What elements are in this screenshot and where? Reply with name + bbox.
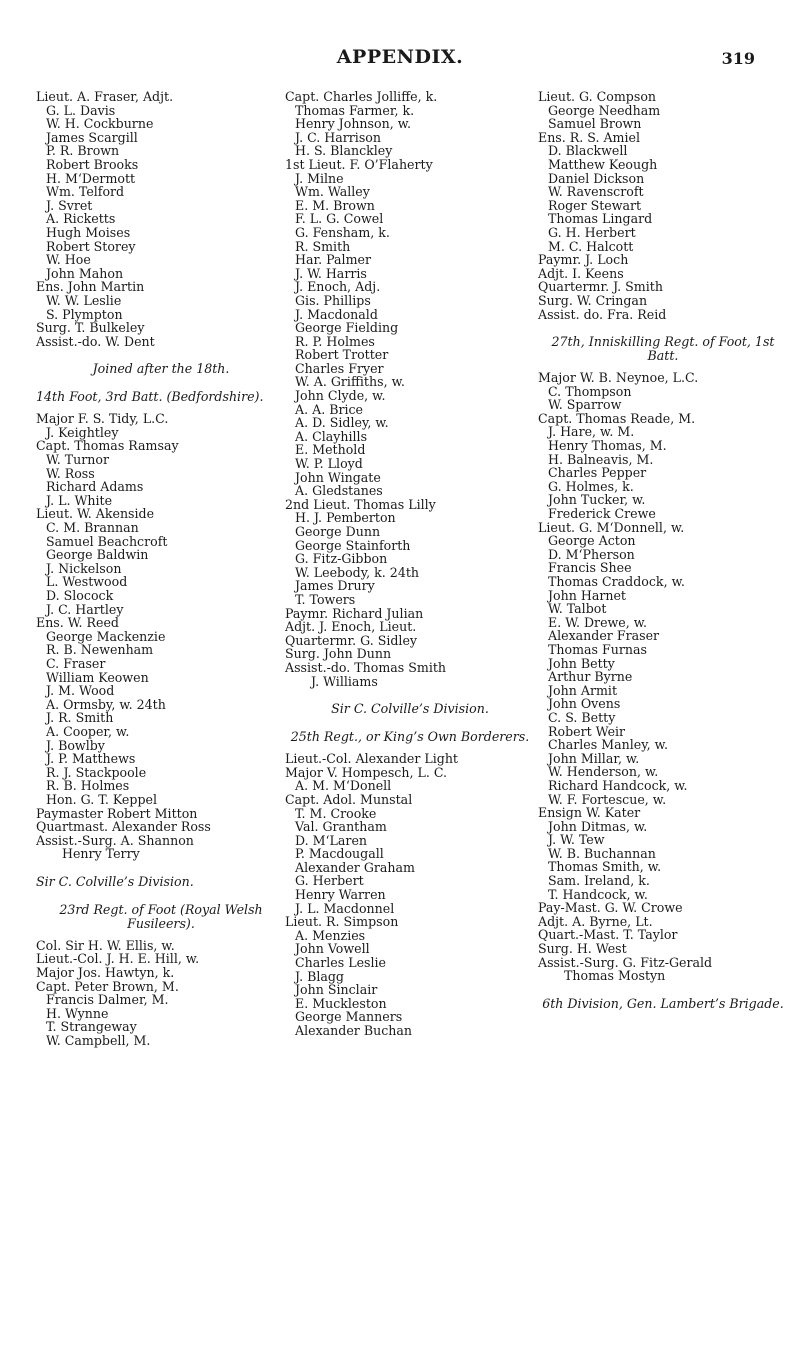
- name-entry: J. C. Hartley: [46, 601, 124, 617]
- rank-entry: Adjt. I. Keens: [538, 265, 624, 281]
- name-entry: J. Macdonald: [295, 306, 378, 322]
- name-entry: R. J. Stackpoole: [46, 764, 147, 780]
- name-entry: Thomas Lingard: [548, 211, 653, 227]
- rank-entry: Lieut. G. M‘Donnell, w.: [538, 519, 685, 535]
- name-entry: A. D. Sidley, w.: [295, 415, 389, 431]
- name-entry: A. M. M‘Donell: [295, 778, 392, 794]
- name-entry: James Drury: [295, 578, 375, 594]
- name-entry: A. Gledstanes: [295, 483, 383, 499]
- name-entry: Thomas Smith, w.: [548, 859, 662, 875]
- name-entry: C. Thompson: [548, 383, 632, 399]
- rank-entry: Capt. Peter Brown, M.: [36, 978, 179, 994]
- name-entry: A. Cooper, w.: [46, 723, 130, 739]
- name-entry: Henry Warren: [295, 887, 386, 903]
- name-entry: J. M. Wood: [46, 683, 115, 699]
- name-entry: Alexander Fraser: [548, 628, 660, 644]
- name-entry: Daniel Dickson: [548, 170, 645, 186]
- name-entry: John Ovens: [548, 696, 621, 712]
- name-entry: James Scargill: [46, 129, 138, 145]
- name-entry: W. H. Cockburne: [46, 116, 154, 132]
- name-entry: H. J. Pemberton: [295, 510, 396, 526]
- section-heading: Joined after the 18th.: [92, 361, 230, 377]
- column-2: [285, 90, 535, 1038]
- rank-entry: Surg. W. Cringan: [538, 292, 648, 308]
- name-entry: T. Handcock, w.: [548, 886, 648, 902]
- name-entry: John Armit: [548, 682, 618, 698]
- rank-entry: Pay-Mast. G. W. Crowe: [538, 900, 683, 916]
- rank-entry: Capt. Adol. Munstal: [285, 791, 413, 807]
- name-entry: A. Ormsby, w. 24th: [46, 696, 166, 712]
- name-entry: C. S. Betty: [548, 709, 616, 725]
- name-entry: J. W. Tew: [548, 832, 605, 848]
- rank-entry: Quart.-Mast. T. Taylor: [538, 927, 678, 943]
- name-entry: G. Holmes, k.: [548, 478, 634, 494]
- name-entry: J. Blagg: [295, 968, 344, 984]
- name-entry: Henry Terry: [62, 846, 140, 862]
- rank-entry: Assist.-do. Thomas Smith: [285, 659, 447, 675]
- rank-entry: Lieut. W. Akenside: [36, 506, 155, 522]
- running-header: [0, 46, 800, 76]
- name-entry: Hon. G. T. Keppel: [46, 791, 157, 807]
- name-entry: Charles Pepper: [548, 465, 647, 481]
- name-entry: W. Leebody, k. 24th: [295, 564, 420, 580]
- name-entry: J. Bowlby: [46, 737, 105, 753]
- name-entry: George Fielding: [295, 320, 399, 336]
- name-entry: A. Clayhills: [295, 428, 368, 444]
- name-entry: H. M‘Dermott: [46, 170, 136, 186]
- name-entry: Francis Shee: [548, 560, 632, 576]
- name-entry: P. R. Brown: [46, 143, 120, 159]
- name-entry: J. Nickelson: [46, 560, 122, 576]
- name-entry: C. Fraser: [46, 655, 106, 671]
- name-entry: Thomas Farmer, k.: [295, 102, 415, 118]
- name-entry: F. L. G. Cowel: [295, 211, 384, 227]
- name-entry: D. Slocock: [46, 588, 114, 603]
- rank-entry: Surg. T. Bulkeley: [36, 320, 145, 336]
- name-entry: W. P. Lloyd: [295, 456, 363, 472]
- rank-entry: Paymr. Richard Julian: [285, 605, 424, 621]
- name-entry: J. L. Macdonnel: [295, 900, 395, 916]
- rank-entry: Adjt. A. Byrne, Lt.: [538, 913, 653, 929]
- section-heading: 23rd Regt. of Foot (Royal Welsh Fusileers).: [59, 901, 263, 931]
- name-entry: J. L. White: [46, 492, 113, 508]
- section-heading: Sir C. Colville’s Division.: [36, 873, 194, 889]
- name-entry: Hugh Moises: [46, 224, 131, 240]
- name-entry: Robert Brooks: [46, 156, 139, 172]
- section-heading: Sir C. Colville’s Division.: [331, 701, 489, 717]
- rank-entry: 1st Lieut. F. O’Flaherty: [285, 156, 433, 172]
- name-entry: J. Milne: [295, 170, 344, 186]
- name-entry: R. B. Holmes: [46, 778, 130, 794]
- name-entry: John Betty: [548, 655, 615, 671]
- name-entry: G. Herbert: [295, 873, 364, 889]
- name-entry: W. B. Buchannan: [548, 845, 656, 861]
- name-entry: George Needham: [548, 102, 661, 118]
- name-entry: William Keowen: [46, 669, 149, 685]
- name-entry: H. S. Blanckley: [295, 143, 393, 159]
- section-heading: 14th Foot, 3rd Batt. (Bedfordshire).: [36, 389, 264, 405]
- name-entry: J. Svret: [46, 197, 93, 213]
- name-entry: Thomas Furnas: [548, 641, 647, 657]
- name-entry: G. H. Herbert: [548, 224, 636, 240]
- name-entry: Charles Manley, w.: [548, 737, 668, 753]
- rank-entry: Major W. B. Neynoe, L.C.: [538, 370, 699, 386]
- name-entry: Richard Handcock, w.: [548, 777, 688, 793]
- running-head-title: APPENDIX.: [336, 46, 464, 68]
- rank-entry: Assist.-Surg. G. Fitz-Gerald: [538, 954, 713, 970]
- name-entry: Robert Storey: [46, 238, 136, 254]
- name-entry: T. M. Crooke: [295, 805, 377, 821]
- column-1: [36, 90, 286, 1048]
- name-entry: John Sinclair: [295, 982, 378, 998]
- section-heading: 6th Division, Gen. Lambert’s Brigade.: [542, 995, 784, 1011]
- rank-entry: Quartermr. J. Smith: [538, 279, 663, 295]
- rank-entry: Assist.-do. W. Dent: [36, 333, 155, 349]
- rank-entry: Ens. W. Reed: [36, 615, 119, 631]
- page-number: 319: [721, 49, 755, 68]
- name-entry: John Millar, w.: [548, 750, 640, 766]
- name-entry: D. M‘Pherson: [548, 546, 635, 562]
- name-entry: W. Ravenscroft: [548, 184, 644, 200]
- name-entry: A. Ricketts: [46, 211, 116, 227]
- name-entry: A. Menzies: [295, 927, 366, 943]
- rank-entry: Quartmast. Alexander Ross: [36, 819, 211, 835]
- name-entry: E. W. Drewe, w.: [548, 614, 648, 630]
- rank-entry: Col. Sir H. W. Ellis, w.: [36, 937, 175, 953]
- rank-entry: Quartermr. G. Sidley: [285, 632, 418, 648]
- name-entry: J. Enoch, Adj.: [295, 279, 381, 295]
- name-entry: A. A. Brice: [295, 401, 364, 417]
- name-entry: Sam. Ireland, k.: [548, 873, 650, 889]
- name-entry: Val. Grantham: [295, 819, 387, 835]
- name-entry: T. Strangeway: [46, 1019, 137, 1035]
- name-entry: Henry Thomas, M.: [548, 438, 667, 454]
- rank-entry: Adjt. J. Enoch, Lieut.: [285, 619, 417, 635]
- rank-entry: Lieut.-Col. J. H. E. Hill, w.: [36, 951, 200, 967]
- name-entry: Thomas Craddock, w.: [548, 574, 685, 589]
- rank-entry: Paymaster Robert Mitton: [36, 805, 198, 821]
- name-entry: M. C. Halcott: [548, 238, 634, 254]
- name-entry: Robert Weir: [548, 723, 626, 739]
- name-entry: Francis Dalmer, M.: [46, 992, 169, 1008]
- column-3: [538, 90, 788, 1019]
- name-entry: Har. Palmer: [295, 252, 371, 268]
- name-entry: G. L. Davis: [46, 102, 116, 118]
- name-entry: J. R. Smith: [46, 710, 114, 726]
- name-entry: George Manners: [295, 1009, 403, 1025]
- rank-entry: Lieut. G. Compson: [538, 89, 657, 104]
- rank-entry: Ens. R. S. Amiel: [538, 129, 640, 145]
- name-entry: Matthew Keough: [548, 156, 658, 172]
- rank-entry: Lieut. R. Simpson: [285, 914, 399, 930]
- name-entry: W. Talbot: [548, 601, 607, 617]
- rank-entry: Lieut. A. Fraser, Adjt.: [36, 89, 174, 104]
- name-entry: P. Macdougall: [295, 846, 384, 862]
- name-entry: Alexander Graham: [295, 859, 415, 875]
- name-entry: Gis. Phillips: [295, 292, 371, 308]
- name-entry: R. P. Holmes: [295, 333, 375, 349]
- rank-entry: Lieut.-Col. Alexander Light: [285, 751, 458, 767]
- name-entry: S. Plympton: [46, 306, 123, 322]
- section-heading: 27th, Inniskilling Regt. of Foot, 1st Batt.: [551, 334, 775, 364]
- name-entry: W. A. Griffiths, w.: [295, 374, 405, 390]
- name-entry: Wm. Walley: [295, 184, 370, 200]
- rank-entry: Surg. John Dunn: [285, 646, 392, 662]
- name-entry: Wm. Telford: [46, 184, 125, 200]
- name-entry: H. Wynne: [46, 1005, 109, 1021]
- section-heading: 25th Regt., or King’s Own Borderers.: [290, 729, 530, 745]
- rank-entry: Assist. do. Fra. Reid: [538, 306, 667, 322]
- name-entry: E. Muckleston: [295, 995, 387, 1011]
- name-entry: Alexander Buchan: [295, 1023, 412, 1038]
- rank-entry: Assist.-Surg. A. Shannon: [36, 832, 194, 848]
- name-entry: Arthur Byrne: [548, 669, 633, 685]
- rank-entry: Major V. Hompesch, L. C.: [285, 764, 448, 780]
- rank-entry: Surg. H. West: [538, 941, 627, 957]
- name-entry: George Baldwin: [46, 547, 149, 563]
- name-entry: E. Methold: [295, 442, 366, 458]
- rank-entry: Capt. Thomas Reade, M.: [538, 410, 696, 426]
- name-entry: Robert Trotter: [295, 347, 389, 363]
- name-entry: Samuel Brown: [548, 116, 642, 132]
- name-entry: John Wingate: [295, 469, 381, 485]
- name-entry: Charles Fryer: [295, 360, 384, 376]
- name-entry: Roger Stewart: [548, 197, 642, 213]
- rank-entry: Paymr. J. Loch: [538, 252, 629, 268]
- name-entry: Henry Johnson, w.: [295, 116, 411, 132]
- name-entry: John Ditmas, w.: [548, 818, 648, 834]
- name-entry: John Mahon: [46, 265, 124, 281]
- name-entry: John Vowell: [295, 941, 370, 957]
- name-entry: Thomas Mostyn: [564, 968, 666, 984]
- name-entry: J. W. Harris: [295, 265, 367, 281]
- name-entry: J. Hare, w. M.: [548, 424, 635, 440]
- name-entry: J. C. Harrison: [295, 129, 381, 145]
- name-entry: John Tucker, w.: [548, 492, 646, 508]
- rank-entry: 2nd Lieut. Thomas Lilly: [285, 496, 436, 512]
- name-entry: G. Fensham, k.: [295, 224, 390, 240]
- name-entry: W. F. Fortescue, w.: [548, 791, 667, 807]
- rank-entry: Capt. Charles Jolliffe, k.: [285, 89, 438, 104]
- rank-entry: Capt. Thomas Ramsay: [36, 438, 179, 454]
- name-entry: George Acton: [548, 533, 636, 549]
- name-entry: Richard Adams: [46, 479, 144, 495]
- name-entry: R. Smith: [295, 238, 351, 254]
- rank-entry: Major Jos. Hawtyn, k.: [36, 965, 175, 981]
- name-entry: G. Fitz-Gibbon: [295, 551, 388, 567]
- name-entry: H. Balneavis, M.: [548, 451, 654, 467]
- name-entry: George Dunn: [295, 524, 381, 539]
- name-entry: E. M. Brown: [295, 197, 375, 213]
- name-entry: J. Keightley: [46, 424, 119, 440]
- name-entry: George Stainforth: [295, 537, 411, 553]
- name-entry: D. M‘Laren: [295, 832, 368, 848]
- rank-entry: Ensign W. Kater: [538, 805, 641, 821]
- name-entry: Samuel Beachcroft: [46, 533, 168, 549]
- name-entry: George Mackenzie: [46, 628, 166, 644]
- name-entry: Charles Leslie: [295, 955, 387, 971]
- name-entry: John Harnet: [548, 587, 626, 603]
- rank-entry: Ens. John Martin: [36, 279, 145, 295]
- name-entry: L. Westwood: [46, 574, 128, 590]
- name-entry: R. B. Newenham: [46, 642, 154, 658]
- name-entry: J. Williams: [311, 673, 378, 689]
- name-entry: W. Henderson, w.: [548, 764, 659, 780]
- name-entry: J. P. Matthews: [46, 751, 136, 767]
- name-entry: W. W. Leslie: [46, 292, 122, 308]
- name-entry: Frederick Crewe: [548, 506, 656, 522]
- name-entry: W. Hoe: [46, 252, 91, 268]
- name-entry: W. Campbell, M.: [46, 1033, 151, 1049]
- name-entry: T. Towers: [295, 591, 356, 607]
- name-entry: John Clyde, w.: [295, 388, 386, 404]
- name-entry: D. Blackwell: [548, 143, 628, 159]
- name-entry: W. Ross: [46, 465, 95, 481]
- name-entry: W. Turnor: [46, 452, 109, 468]
- name-entry: W. Sparrow: [548, 397, 622, 413]
- rank-entry: Major F. S. Tidy, L.C.: [36, 411, 169, 427]
- name-entry: C. M. Brannan: [46, 520, 139, 536]
